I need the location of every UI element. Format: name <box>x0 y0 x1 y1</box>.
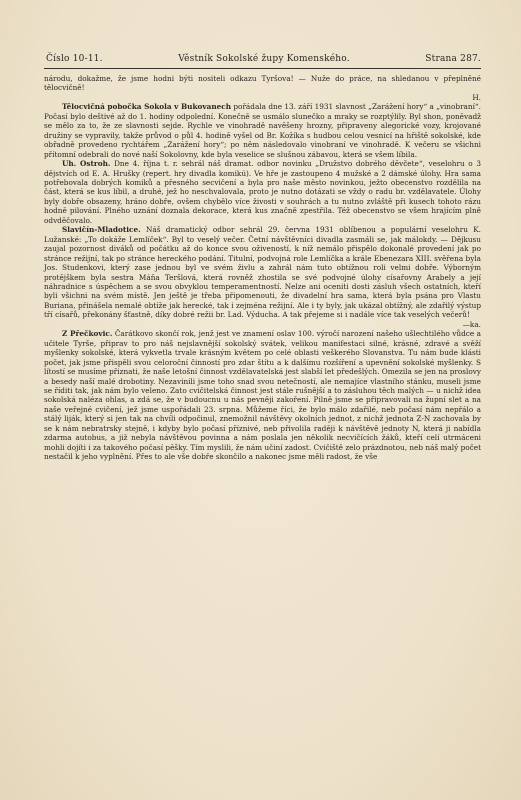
page-header <box>46 54 481 64</box>
signature-h: H. <box>472 92 481 102</box>
paragraph-continuation: národu, dokažme, že jsme hodni býti nositeli odkazu Tyršova! — Nuže do práce, na shledanou v přeplněné tělocvičně! <box>44 74 481 93</box>
issue-number: Číslo 10-11. <box>46 54 103 64</box>
header-rule <box>44 68 481 69</box>
journal-title: Věstník Sokolské župy Komenského. <box>178 54 350 64</box>
paragraph-slavicin: Slavičín-Mladotice. Náš dramatický odbor sehrál 29. června 1931 oblíbenou a populární veselohru K. Lužanské: „To dokáže Lemlíček“. Byl to veselý večer. Četní návštěvníci divadla zasmáli se, jak málokdy. — Dějkusu zaujal pozornost diváků od počátku až do konce svou oživeností, k níž nemálo přispělo dokonalé provedení jak po stránce režijní, tak po stránce hereckého podání. Titulní, podvojná role Lemlíčka a krále Ebenezara XIII. svěřena byla Jos. Studenkovi, který zase jednou byl ve svém živlu a zahrál nám tuto obtížnou roli velmi dobře. Výborným protějškem byla sestra Máňa Teršlová, která rovněž zhostila se své podvojné úlohy císařovny Arabely a její náhradnice s úspěchem a se svou obvyklou temperamentností. Nelze ani oceniti dosti zásluh všech ostatních, kteří byli všichni na svém místě. Jen ještě je třeba připomenouti, že divadelní hra sama, která byla psána pro Vlastu Burianа, přinášela nemalé obtíže jak herecké, tak i zejména režijní. Ale i ty byly, jak ukázal obtížný, ale zdařilý výstup tří císařů, překonány šťastně, díky dobré režii br. Lad. Výducha. A tak přejeme si i nadále více tak veselých večerů! <box>44 225 481 320</box>
paragraph-ostroh: Uh. Ostroh. Dne 4. října t. r. sehrál náš dramat. odbor novinku „Družstvo dobrého děvčete“, veselohru o 3 dějstvích od E. A. Hrušky (repert. hry divadla komikú). Ve hře je zastoupeno 4 mužské a 2 dámské úlohy. Hra sama potřebovala dobrých komiků a přesného secvičení a byla pro naše město novinkou, ježto obecenstvo rozdělila na část, která se kus líbil, a druhé, jež ho neschvalovala, proto je nutno dotázati se vždy o radu br. vzdělavatele. Úlohy byly dobře obsazeny, hráno dobře, ovšem chybělo více živosti v souhrách a tu nutno zvláště při kusech tohoto rázu hodně pilování. Plného uznání doznala dekorace, která kus značně zpestřila. Též obecenstvo se všem hrajícím plně odvděčovalo. <box>44 159 481 225</box>
article-body <box>44 74 481 462</box>
paragraph-heading: Z Přečkovic. <box>62 329 113 339</box>
paragraph-bukovany: Tělocvičná pobočka Sokola v Bukovanech pořádala dne 13. září 1931 slavnost „Zarážení hory“ a „vinobraní“. Počasí bylo deštivé až do 1. hodiny odpolední. Konečně se usmálo slunečko a mraky se rozptýlily. Byl shon, poněvadž se mělo za to, že ze slavnosti sejde. Rychle ve vinohradě navěšeny hrozny, připraveny alegorické vozy, krojované družiny se vypravily, takže průvod o půl 4. hodině vyšel od Br. Kožíka s hudbou celou vesnicí na hřiště sokolské, kde obřadně provedeno rychtářem „Zarážení hory“; po něm následovalo vinobraní ve vinohradě. K večeru se všichni přítomní odebrali do nové naší Sokolovny, kde byla veselice se slušnou zábavou, která se všem líbila. <box>44 102 481 159</box>
page-number: Strana 287. <box>425 54 481 64</box>
signature-ka: —ka. <box>462 319 481 329</box>
paragraph-heading: Slavičín-Mladotice. <box>62 225 141 235</box>
paragraph-heading: Tělocvičná pobočka Sokola v Bukovanech <box>62 102 232 112</box>
paragraph-heading: Uh. Ostroh. <box>62 159 111 169</box>
paragraph-preckovice: Z Přečkovic. Čarátkovo skončí rok, jenž jest ve znamení oslav 100. výročí narození našeho ušlechtilého vůdce a učitele Tyrše, připrav to pro náš nejslavnější sokolský svátek, velikou manifestaci silné, krásné, zdravé a svěží myšlenky sokolské, která vykvetla trvale krásným květem po celé oblasti veškerého Slovanstva. Tu nám bude klásti počet, jak jsme přispěli svou celoroční činností pro zdar štítu a k dalšímu rozšíření a upevnění sokolské myšlenky. S lítostí se musíme přiznati, že naše letošní činnost vzdělavatelská jest slabší let předešlých. Omezila se jen na proslovy a besedy naší malé drobotiny. Nezaviníli jsme toho snad svou netečností, ale nemajíce vlastního stánku, museli jsme se říditi tak, jak nám bylo veleno. Zato cvičitelská činnost jest stále rušnější a to zásluhou těch malých — u nichž idea sokolská naléza ohlas, a zdá se, že v budoucnu u nás pevněji zakoření. Pilně jsme se připravovali na župní slet a na naše veřejné cvičení, jež jsme uspořádali 23. srpna. Můžeme říci, že bylo málo zdařilé, neb počasí nám nepřálo a stálý liják, který si jen tak na chvíli odpočinul, znemožnil návštěvy okolních jednot, z nichž jednota Z-N zachovala by se k nám nebratrsky stejně, i kdyby bylo počasí příznivé, neb přivolila raději k návštěvě jednoty N, která ji nabídla zdarma autobus, a již nebyla návštěvou povinna a nám poslala jen několik necvičících žáků, kteří celí utrmáceni mohli dojíti i za takového počasí pěšky. Tím myslili, že nám učiní zadost. Cvičiště zelo prázdnotou, neb náš malý počet nestačil k jeho vyplnění. Přes to ale vše dobře skončilo a nakonec jsme měli radost, že vše <box>44 329 482 462</box>
